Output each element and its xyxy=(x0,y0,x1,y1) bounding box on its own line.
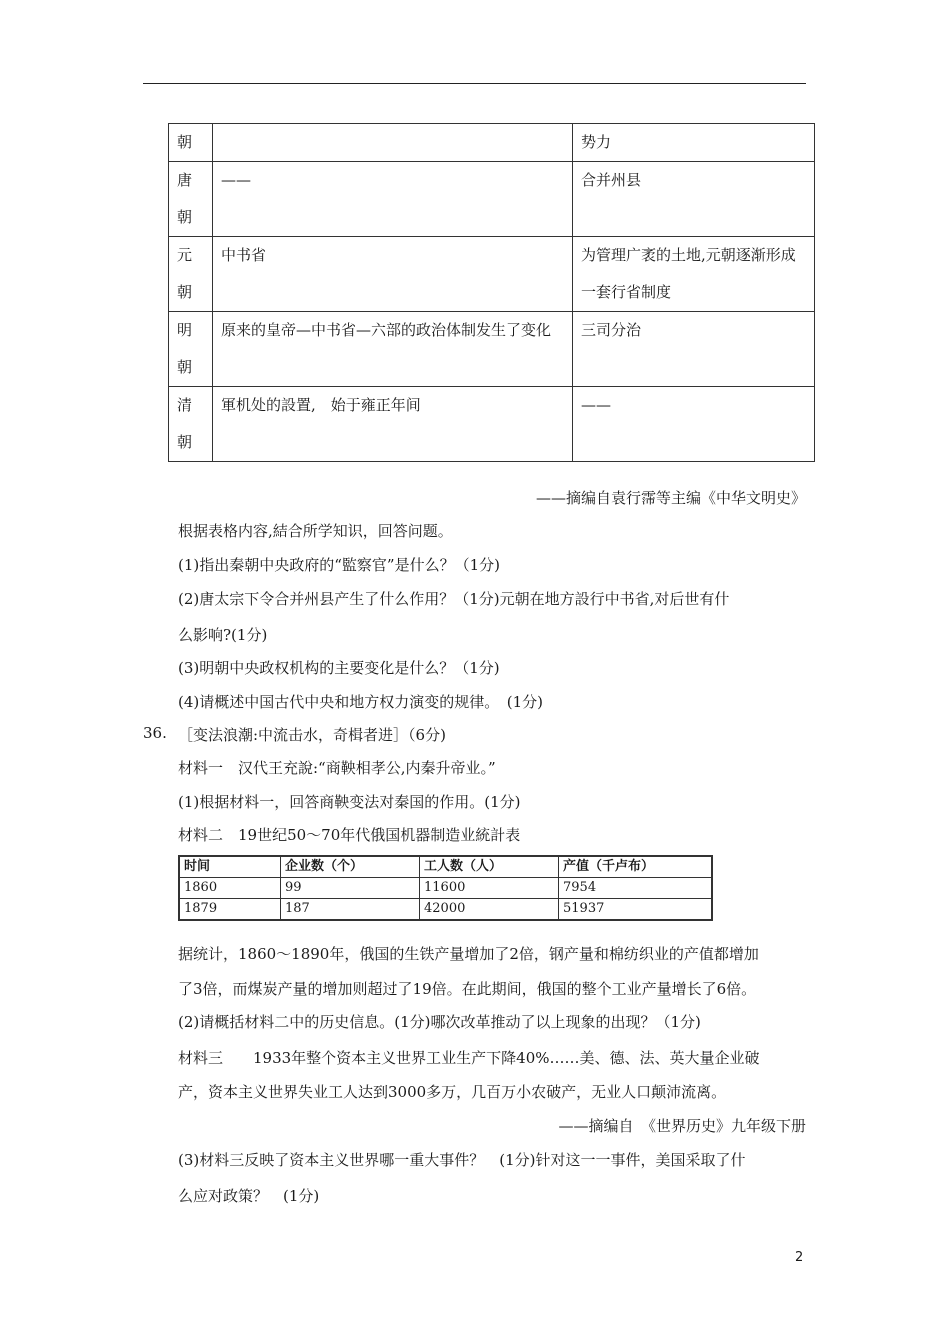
material-3-source: ——摘编自 《世界历史》九年级下册 xyxy=(558,1117,806,1135)
header-cell: 时间 xyxy=(179,856,281,878)
local-cell: 为管理广袤的土地,元朝逐渐形成一套行省制度 xyxy=(573,237,815,312)
q36-question-3: (3)材料三反映了资本主义世界哪一重大事件？ (1分)针对这一一事件，美国采取了什 xyxy=(178,1151,746,1169)
q35-question-3: (3)明朝中央政权机构的主要变化是什么？（1分) xyxy=(178,659,500,677)
material-3: 材料三 1933年整个资本主义世界工业生产下降40%……美、德、法、英大量企业破 xyxy=(178,1049,760,1067)
header-cell: 产值（千卢布） xyxy=(559,856,713,878)
table-cell: 7954 xyxy=(559,878,713,899)
q36-question-1: (1)根据材料一，回答商鞅变法对秦国的作用。(1分) xyxy=(178,793,521,811)
table-row xyxy=(169,124,815,162)
table-row xyxy=(169,237,815,312)
q36-number: 36. xyxy=(143,724,167,742)
central-cell: 軍机处的設置, 始于雍正年间 xyxy=(213,387,573,462)
table-row xyxy=(169,312,815,387)
local-cell: —— xyxy=(573,387,815,462)
table-cell: 187 xyxy=(281,899,420,921)
local-cell: 三司分治 xyxy=(573,312,815,387)
central-cell: —— xyxy=(213,162,573,237)
header-cell: 工人数（人） xyxy=(420,856,559,878)
q35-question-1: (1)指出秦朝中央政府的“監察官”是什么？（1分) xyxy=(178,556,500,574)
table-cell: 1860 xyxy=(179,878,281,899)
central-cell: 中书省 xyxy=(213,237,573,312)
q35-question-2-cont: 么影响?(1分) xyxy=(178,626,268,644)
table-row xyxy=(169,387,815,462)
header-cell: 企业数（个） xyxy=(281,856,420,878)
local-cell: 合并州县 xyxy=(573,162,815,237)
table-cell: 42000 xyxy=(420,899,559,921)
material-1: 材料一 汉代王充說:“商鞅相孝公,内秦升帝业。” xyxy=(178,759,496,777)
table-row xyxy=(179,878,712,899)
q35-question-2: (2)唐太宗下令合并州县产生了什么作用？（1分)元朝在地方設行中书省,对后世有什 xyxy=(178,590,730,608)
table-header-row xyxy=(179,856,712,878)
table-cell: 51937 xyxy=(559,899,713,921)
dynasty-cell: 清朝 xyxy=(169,387,213,462)
table-row xyxy=(169,162,815,237)
material-2-text-cont: 了3倍，而煤炭产量的增加则超过了19倍。在此期间，俄国的整个工业产量增长了6倍。 xyxy=(178,980,757,998)
table-cell: 11600 xyxy=(420,878,559,899)
table-source: ——摘编自袁行霈等主编《中华文明史》 xyxy=(535,489,806,507)
dynasty-cell: 元朝 xyxy=(169,237,213,312)
russia-machine-table xyxy=(178,855,713,921)
q36-question-3-cont: 么应对政策？ (1分) xyxy=(178,1187,320,1205)
central-cell: 原来的皇帝—中书省—六部的政治体制发生了变化 xyxy=(213,312,573,387)
dynasty-table xyxy=(168,123,815,462)
dynasty-cell: 朝 xyxy=(169,124,213,162)
central-cell xyxy=(213,124,573,162)
q36-question-2: (2)请概括材料二中的历史信息。(1分)哪次改革推动了以上现象的出现？（1分) xyxy=(178,1013,701,1031)
material-2-text: 据统计，1860～1890年，俄国的生铁产量增加了2倍，钢产量和棉纺织业的产值都增加 xyxy=(178,945,759,963)
dynasty-cell: 唐朝 xyxy=(169,162,213,237)
q35-intro: 根据表格内容,結合所学知识，回答问题。 xyxy=(178,522,453,540)
material-3-cont: 产，资本主义世界失业工人达到3000多万，几百万小农破产，无业人口颠沛流离。 xyxy=(178,1083,727,1101)
material-2-title: 材料二 19世纪50～70年代俄国机器制造业統計表 xyxy=(178,826,521,844)
q36-title: ［变法浪潮:中流击水，奇楫者进］（6分) xyxy=(178,726,446,744)
local-cell: 势力 xyxy=(573,124,815,162)
table-row xyxy=(179,899,712,921)
dynasty-cell: 明朝 xyxy=(169,312,213,387)
table-cell: 1879 xyxy=(179,899,281,921)
header-rule xyxy=(143,83,806,84)
page-number: 2 xyxy=(795,1250,804,1265)
q35-question-4: (4)请概述中国古代中央和地方权力演变的规律。 (1分) xyxy=(178,693,543,711)
table-cell: 99 xyxy=(281,878,420,899)
